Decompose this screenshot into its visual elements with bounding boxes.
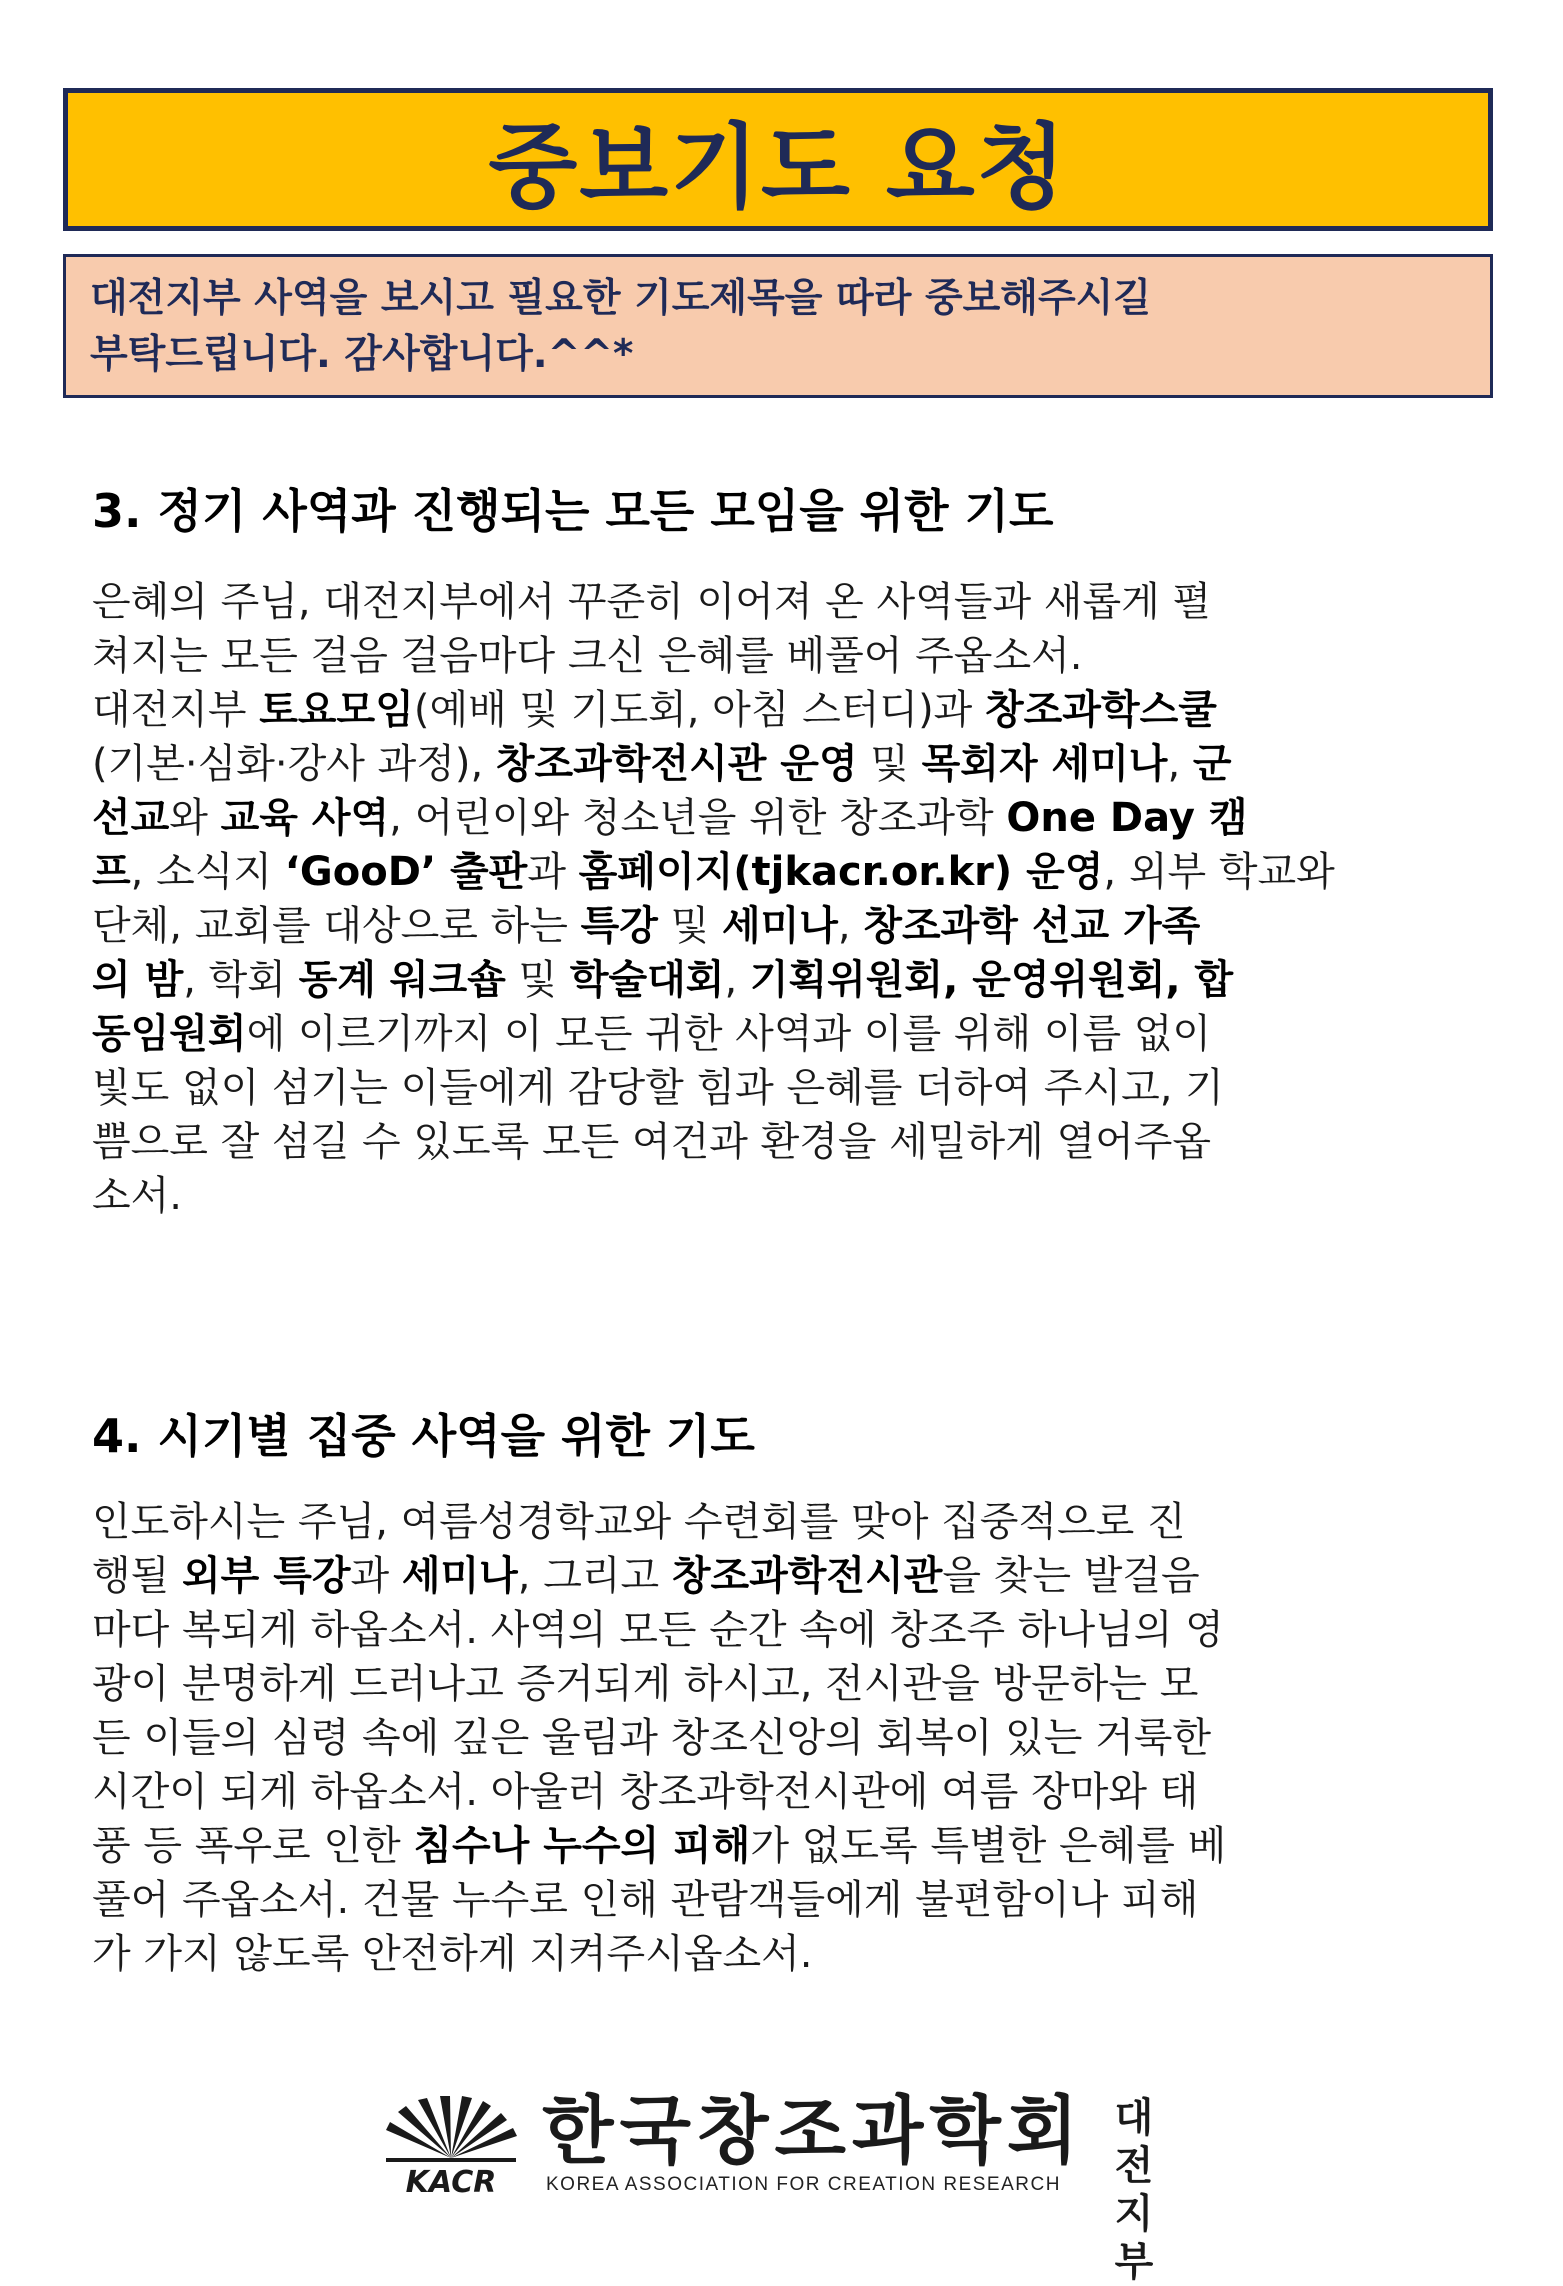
bold-text: 동계 워크숍 (298, 957, 506, 1003)
text-line (92, 1169, 1472, 1223)
bold-text: One Day 캠 (1006, 795, 1248, 841)
text-run: 시간이 되게 하옵소서. 아울러 창조과학전시관에 여름 장마와 태 (92, 1769, 1199, 1815)
bold-text: 프 (92, 849, 131, 895)
page-title: 중보기도 요청 (488, 113, 1068, 221)
text-run: 과 (350, 1553, 402, 1599)
text-run: 빛도 없이 섬기는 이들에게 감당할 힘과 은혜를 더하여 주시고, 기 (92, 1065, 1224, 1111)
text-run: 광이 분명하게 드러나고 증거되게 하시고, 전시관을 방문하는 모 (92, 1661, 1199, 1707)
text-run: 과 (527, 849, 579, 895)
text-line (92, 899, 1472, 953)
text-line (92, 737, 1472, 791)
bold-text: 창조과학스쿨 (985, 687, 1217, 733)
bold-text: 홈페이지(tjkacr.or.kr) 운영 (578, 849, 1104, 895)
branch-line-2: 지부 (1114, 2191, 1154, 2285)
org-name: 한국창조과학회 (542, 2088, 1085, 2174)
text-run: 단체, 교회를 대상으로 하는 (92, 903, 581, 949)
text-run: 은혜의 주님, 대전지부에서 꾸준히 이어져 온 사역들과 새롭게 펼 (92, 579, 1212, 625)
text-line (92, 845, 1472, 899)
text-run: 을 찾는 발걸음 (942, 1553, 1200, 1599)
bold-text: 동임원회 (92, 1011, 247, 1057)
text-line (92, 1657, 1472, 1711)
text-run: 인도하시는 주님, 여름성경학교와 수련회를 맞아 집중적으로 진 (92, 1499, 1186, 1545)
section-3-heading: 3. 정기 사역과 진행되는 모든 모임을 위한 기도 (92, 484, 1054, 538)
text-run: 와 (169, 795, 221, 841)
bold-text: 군 (1192, 741, 1232, 787)
text-run: 가 가지 않도록 안전하게 지켜주시옵소서. (92, 1931, 813, 1977)
bold-text: 의 밤 (92, 957, 184, 1003)
text-run: , (724, 957, 750, 1003)
logo-abbr: KACR (405, 2165, 497, 2196)
text-run: 에 이르기까지 이 모든 귀한 사역과 이를 위해 이름 없이 (246, 1011, 1212, 1057)
text-run: 및 (505, 957, 570, 1003)
text-line (92, 1007, 1472, 1061)
text-run: 풍 등 폭우로 인한 (92, 1823, 414, 1869)
text-line (92, 629, 1472, 683)
bold-text: 창조과학전시관 (671, 1553, 943, 1599)
section-4-heading: 4. 시기별 집중 사역을 위한 기도 (92, 1409, 755, 1463)
text-line (92, 683, 1472, 737)
notice-line-2: 부탁드립니다. 감사합니다.^^* (90, 332, 634, 377)
text-run: , (837, 903, 864, 949)
text-line (92, 1061, 1472, 1115)
text-line (92, 1819, 1472, 1873)
bold-text: 기획위원회, 운영위원회, 합 (749, 957, 1234, 1003)
bold-text: 창조과학전시관 운영 (495, 741, 858, 787)
text-run: 행될 (92, 1553, 182, 1599)
bold-text: 세미나 (721, 903, 838, 949)
text-run: 풀어 주옵소서. 건물 누수로 인해 관람객들에게 불편함이나 피해 (92, 1877, 1199, 1923)
text-run: 및 (657, 903, 722, 949)
text-run: 대전지부 (92, 687, 260, 733)
footer-logo (366, 2088, 1196, 2285)
title-banner (63, 88, 1493, 231)
text-run: , 소식지 (130, 849, 285, 895)
kacr-logo-icon (366, 2096, 536, 2196)
text-line (92, 791, 1472, 845)
text-run: (예배 및 기도회, 아침 스터디)과 (413, 687, 986, 733)
bold-text: 세미나 (401, 1553, 518, 1599)
bold-text: 창조과학 선교 가족 (863, 903, 1201, 949)
bold-text: 선교 (92, 795, 170, 841)
text-run: (기본·심화·강사 과정), (92, 741, 496, 787)
text-line (92, 1711, 1472, 1765)
text-run: , 그리고 (517, 1553, 672, 1599)
text-line (92, 1873, 1472, 1927)
branch-label (1099, 2094, 1169, 2286)
text-run: , 외부 학교와 (1103, 849, 1335, 895)
text-line (92, 1603, 1472, 1657)
notice-line-1: 대전지부 사역을 보시고 필요한 기도제목을 따라 중보해주시길 (90, 276, 1151, 321)
text-run: , (1167, 741, 1193, 787)
text-run: 쁨으로 잘 섬길 수 있도록 모든 여건과 환경을 세밀하게 열어주옵 (92, 1119, 1212, 1165)
text-line (92, 953, 1472, 1007)
text-run: 쳐지는 모든 걸음 걸음마다 크신 은혜를 베풀어 주옵소서. (92, 633, 1083, 679)
bold-text: 목회자 세미나 (921, 741, 1168, 787)
bold-text: 토요모임 (259, 687, 414, 733)
org-english-name: KOREA ASSOCIATION FOR CREATION RESEARCH (546, 2174, 1061, 2195)
text-run: , 학회 (183, 957, 299, 1003)
bold-text: ‘GooD’ 출판 (284, 849, 528, 895)
text-run: 가 없도록 특별한 은혜를 베 (750, 1823, 1227, 1869)
text-run: 마다 복되게 하옵소서. 사역의 모든 순간 속에 창조주 하나님의 영 (92, 1607, 1224, 1653)
bold-text: 외부 특강 (182, 1553, 351, 1599)
text-line (92, 575, 1472, 629)
text-run: 소서. (92, 1173, 182, 1219)
text-line (92, 1927, 1472, 1981)
bold-text: 교육 사역 (220, 795, 390, 841)
section-4-body (92, 1495, 1472, 1981)
branch-line-1: 대전 (1114, 2095, 1154, 2189)
text-run: 및 (857, 741, 922, 787)
bold-text: 특강 (580, 903, 658, 949)
section-3-body (92, 575, 1472, 1223)
text-run: , 어린이와 청소년을 위한 창조과학 (389, 795, 1007, 841)
bold-text: 학술대회 (569, 957, 725, 1003)
text-line (92, 1765, 1472, 1819)
text-line (92, 1495, 1472, 1549)
bold-text: 침수나 누수의 피해 (413, 1823, 751, 1869)
text-line (92, 1549, 1472, 1603)
text-run: 든 이들의 심령 속에 깊은 울림과 창조신앙의 회복이 있는 거룩한 (92, 1715, 1212, 1761)
text-line (92, 1115, 1472, 1169)
notice-box (63, 254, 1493, 398)
